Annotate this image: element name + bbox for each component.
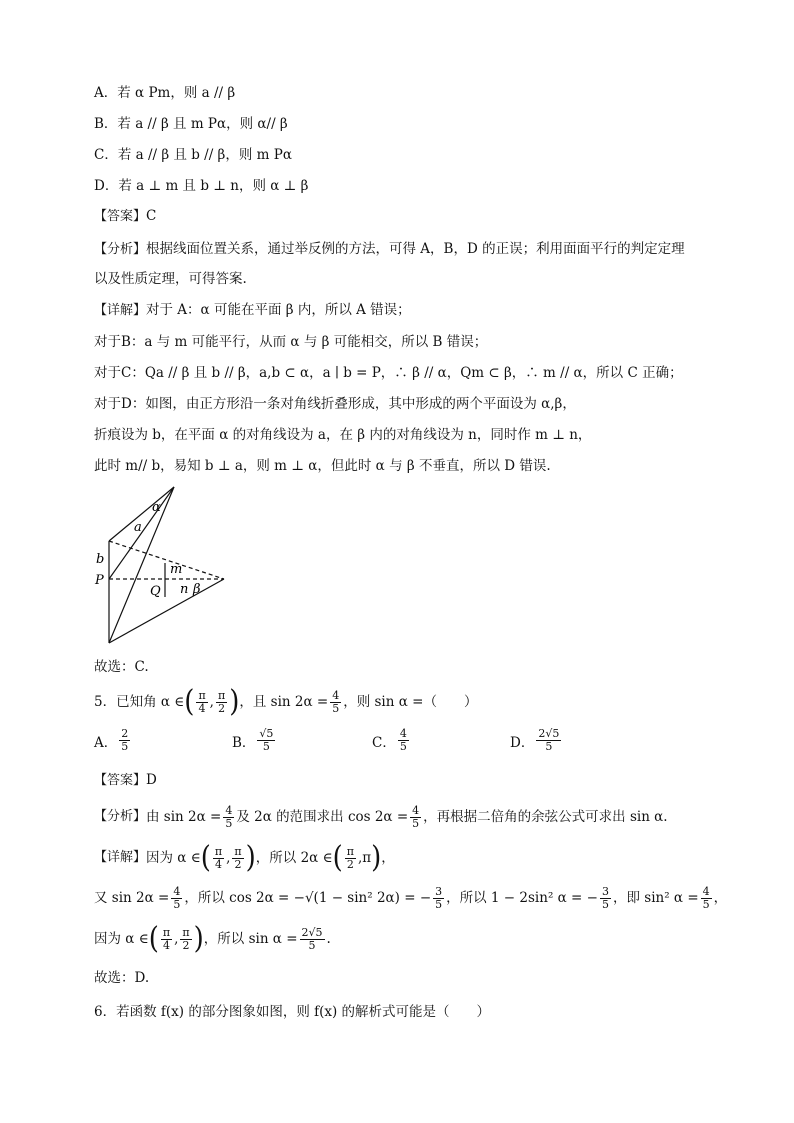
q4-detail-line6: 此时 m// b，易知 b ⊥ a，则 m ⊥ α，但此时 α 与 β 不垂直，所以 D 错误. [94, 458, 551, 474]
detail-text: 对于 A：α 可能在平面 β 内，所以 A 错误； [146, 302, 411, 318]
open-paren: ( [184, 684, 195, 720]
q4-analysis-line2: 以及性质定理，可得答案. [94, 271, 247, 287]
q5-answer [94, 771, 157, 790]
q4-option-a: A．若 α Pm，则 a // β [94, 85, 236, 101]
q5-interval-left: $\frac{\pi}{4}$ [198, 688, 206, 715]
label-alpha: α [152, 500, 161, 515]
answer-tag: 【答案】 [94, 773, 147, 788]
label-Q: Q [150, 584, 161, 599]
q5-analysis: 【分析】 由 sin 2α = $\frac{4}{5}$ 及 2α 的范围求出 cos 2α = $\frac{4}{5}$ ，再根据二倍角的余弦公式可求出 sin α. [94, 803, 668, 830]
label-n: n [180, 582, 189, 597]
label-a: a [134, 520, 142, 535]
q5-detail-line3: 因为 α ∈ ( $\frac{\pi}{4}$ , $\frac{\pi}{2}$ ) ，所以 sin α = $\frac{2√5}{5}$ . [94, 921, 331, 957]
analysis-tag: 【分析】 [94, 809, 147, 824]
label-P: P [95, 573, 104, 588]
q4-option-c: C．若 a // β 且 b // β，则 m Pα [94, 147, 292, 163]
analysis-tag: 【分析】 [94, 242, 147, 257]
q4-detail-line4: 对于D：如图，由正方形沿一条对角线折叠形成，其中形成的两个平面设为 α,β， [94, 396, 576, 412]
q4-option-b: B．若 a // β 且 m Pα，则 α// β [94, 116, 288, 132]
q4-detail-line3: 对于C：Qa // β 且 b // β，a,b ⊂ α，a ∣ b = P，∴ β // α，Qm ⊂ β，∴ m // α，所以 C 正确； [94, 365, 683, 381]
q4-detail-line5: 折痕设为 b，在平面 α 的对角线设为 a，在 β 内的对角线设为 n，同时作 m ⊥ n， [94, 427, 592, 443]
q5-detail-line1: 【详解】 因为 α ∈ ( $\frac{\pi}{4}$ , $\frac{\pi}{2}$ ) ，所以 2α ∈ ( $\frac{\pi}{2}$ , π ) ， [94, 840, 395, 876]
detail-tag: 【详解】 [94, 303, 147, 318]
detail-tag: 【详解】 [94, 850, 147, 865]
q5-stem-frac: $\frac{4}{5}$ [332, 688, 340, 715]
q5-choice-d: D． $\frac{2√5}{5}$ [510, 727, 560, 753]
q5-choice-c: C． $\frac{4}{5}$ [372, 727, 407, 753]
q5-conclusion: 故选：D. [94, 970, 150, 986]
q4-detail-line1 [94, 301, 411, 320]
folded-square-figure [92, 483, 232, 648]
answer-value: C [146, 208, 157, 224]
q5-stem: 5．已知角 α ∈ ( $\frac{\pi}{4}$ , $\frac{\pi}{2}$ ) ，且 sin 2α = $\frac{4}{5}$ ，则 sin α =（ ） [94, 684, 478, 720]
q4-detail-line2: 对于B：a 与 m 可能平行，从而 α 与 β 可能相交，所以 B 错误； [94, 334, 488, 350]
q5-stem-suffix: ，则 sin α =（ ） [343, 694, 478, 710]
q5-stem-prefix: 5．已知角 α ∈ [94, 694, 185, 710]
answer-value: D [146, 772, 157, 788]
close-paren: ) [229, 684, 240, 720]
q4-answer [94, 207, 156, 226]
label-m: m [170, 562, 183, 577]
q5-interval-right: $\frac{\pi}{2}$ [217, 688, 226, 715]
q4-analysis-line1 [94, 240, 685, 259]
q5-choice-a: A． $\frac{2}{5}$ [94, 727, 129, 753]
q6-stem: 6．若函数 f(x) 的部分图象如图，则 f(x) 的解析式可能是（ ） [94, 1004, 491, 1020]
analysis-text: 根据线面位置关系，通过举反例的方法，可得 A，B，D 的正误；利用面面平行的判定定理 [146, 241, 685, 257]
q5-stem-mid: ，且 sin 2α = [239, 694, 329, 710]
answer-tag: 【答案】 [94, 209, 147, 224]
q4-conclusion: 故选：C. [94, 659, 149, 675]
label-b: b [96, 552, 105, 567]
q4-option-d: D．若 a ⊥ m 且 b ⊥ n，则 α ⊥ β [94, 178, 309, 194]
label-beta: β [193, 582, 201, 597]
q5-choice-b: B． $\frac{√5}{5}$ [232, 727, 274, 753]
q5-detail-line2: 又 sin 2α = $\frac{4}{5}$ ，所以 cos 2α = −√(1 − sin² 2α) = − $\frac{3}{5}$ ，所以 1 − 2sin² α = − $\frac{3}{5}$ ，即 sin² α = $\frac{4}{5}$ ， [94, 884, 728, 911]
